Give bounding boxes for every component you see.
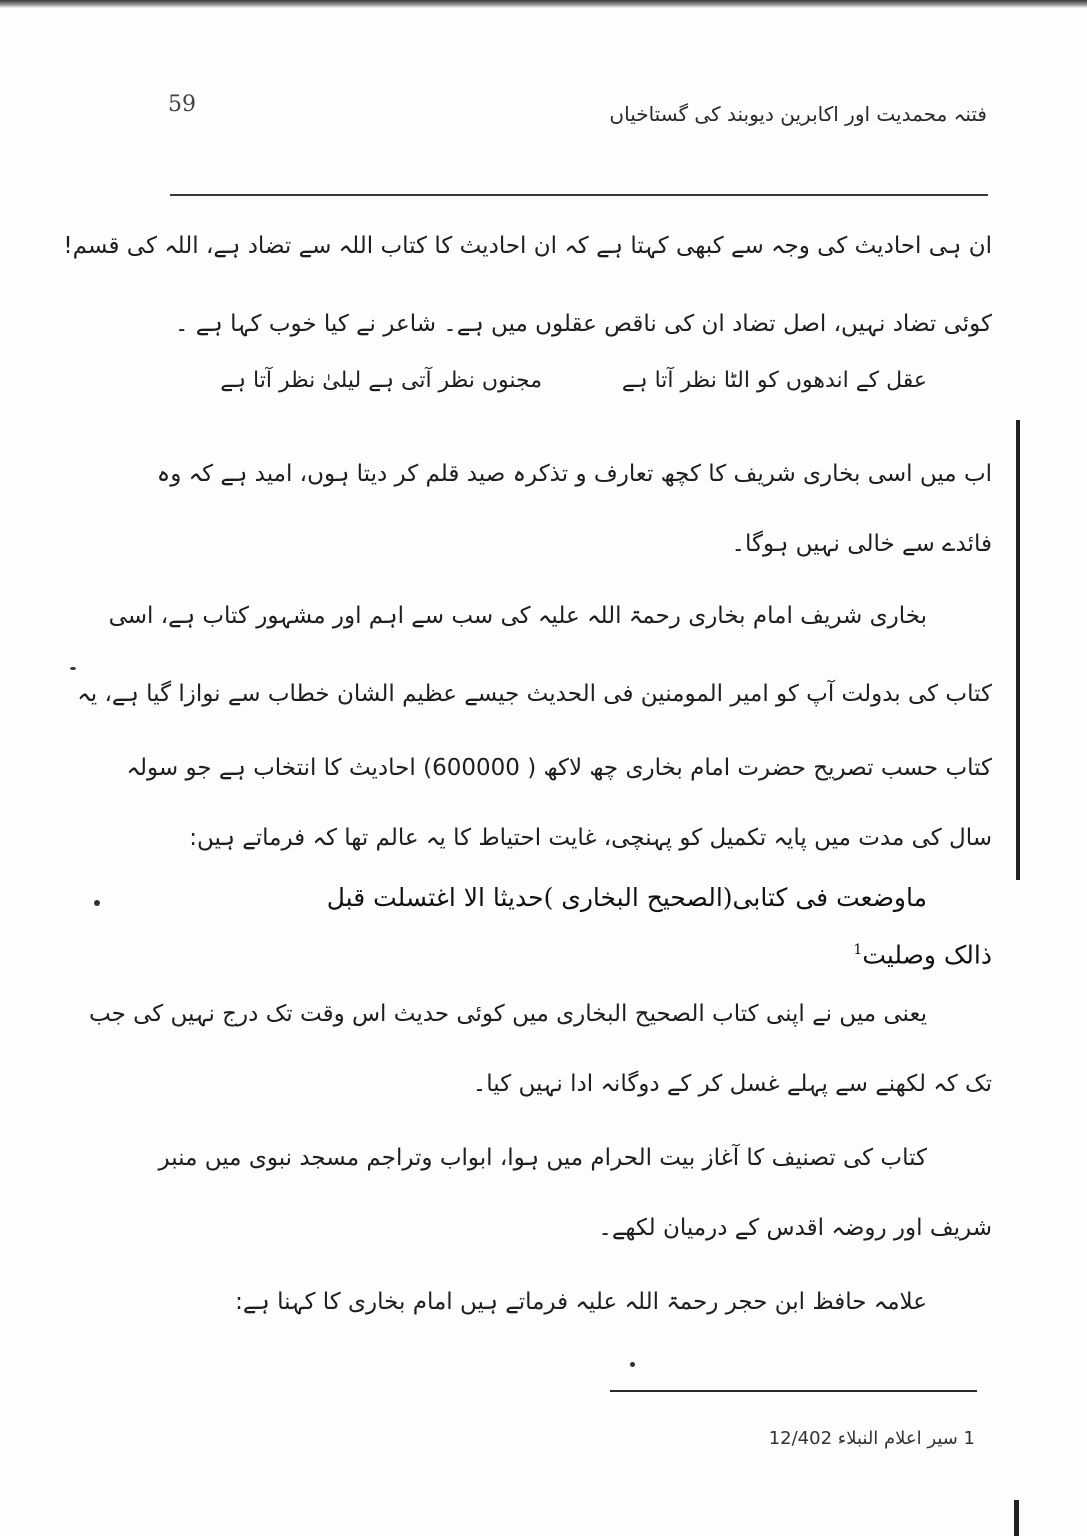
body-line: علامہ حافظ ابن حجر رحمۃ اللہ علیہ فرماتے ہیں امام بخاری کا کہنا ہے: (235, 1289, 927, 1315)
running-head: فتنہ محمدیت اور اکابرین دیوبند کی گستاخیاں (609, 102, 987, 126)
body-line: فائدے سے خالی نہیں ہوگا۔ (731, 531, 992, 557)
body-line: کتاب کی تصنیف کا آغاز بیت الحرام میں ہوا، ابواب وتراجم مسجد نبوی میں منبر (158, 1145, 927, 1171)
body-line: کتاب حسب تصریح حضرت امام بخاری چھ لاکھ ( 600000) احادیث کا انتخاب ہے جو سولہ (126, 755, 992, 781)
body-line: کوئی تضاد نہیں، اصل تضاد ان کی ناقص عقلوں میں ہے۔ شاعر نے کیا خوب کہا ہے ۔ (175, 311, 992, 337)
body-line: ان ہی احادیث کی وجہ سے کبھی کہتا ہے کہ ان احادیث کا کتاب اللہ سے تضاد ہے، اللہ کی قسم! (63, 233, 992, 259)
scan-speck (94, 900, 100, 906)
body-line: یعنی میں نے اپنی کتاب الصحیح البخاری میں کوئی حدیث اس وقت تک درج نہیں کی جب (89, 1001, 927, 1027)
verse-second-hemistich: مجنوں نظر آتی ہے لیلیٰ نظر آتا ہے (220, 368, 542, 393)
scan-speck (630, 1362, 635, 1367)
scan-speck (70, 667, 76, 670)
verse-first-hemistich: عقل کے اندھوں کو الٹا نظر آتا ہے (621, 368, 927, 393)
scan-margin-mark (1014, 1500, 1019, 1536)
arabic-quote-line (853, 934, 992, 971)
body-line: اب میں اسی بخاری شریف کا کچھ تعارف و تذکرہ صید قلم کر دیتا ہوں، امید ہے کہ وہ (156, 461, 992, 487)
body-line: کتاب کی بدولت آپ کو امیر المومنین فی الحدیث جیسے عظیم الشان خطاب سے نوازا گیا ہے، یہ (77, 681, 992, 707)
page-number: 59 (168, 92, 196, 117)
footnote-reference: 1 (853, 942, 863, 958)
scan-edge (0, 0, 1087, 8)
body-line: شریف اور روضہ اقدس کے درمیان لکھے۔ (598, 1215, 992, 1241)
footnote-divider (610, 1390, 977, 1392)
scan-margin-mark (1016, 420, 1020, 880)
footnote: 1 سیر اعلام النبلاء 12/402 (768, 1428, 975, 1449)
arabic-quote-text: ذالک وصلیت (862, 940, 992, 970)
body-line: تک کہ لکھنے سے پہلے غسل کر کے دوگانہ ادا نہیں کیا۔ (472, 1071, 992, 1097)
body-line: بخاری شریف امام بخاری رحمۃ اللہ علیہ کی سب سے اہم اور مشہور کتاب ہے، اسی (108, 603, 927, 629)
body-line: سال کی مدت میں پایہ تکمیل کو پہنچی، غایت احتیاط کا یہ عالم تھا کہ فرماتے ہیں: (189, 825, 992, 851)
header-divider (170, 194, 988, 196)
arabic-quote-line: ماوضعت فی کتابی(الصحیح البخاری )حدیثا الا اغتسلت قبل (326, 883, 927, 912)
